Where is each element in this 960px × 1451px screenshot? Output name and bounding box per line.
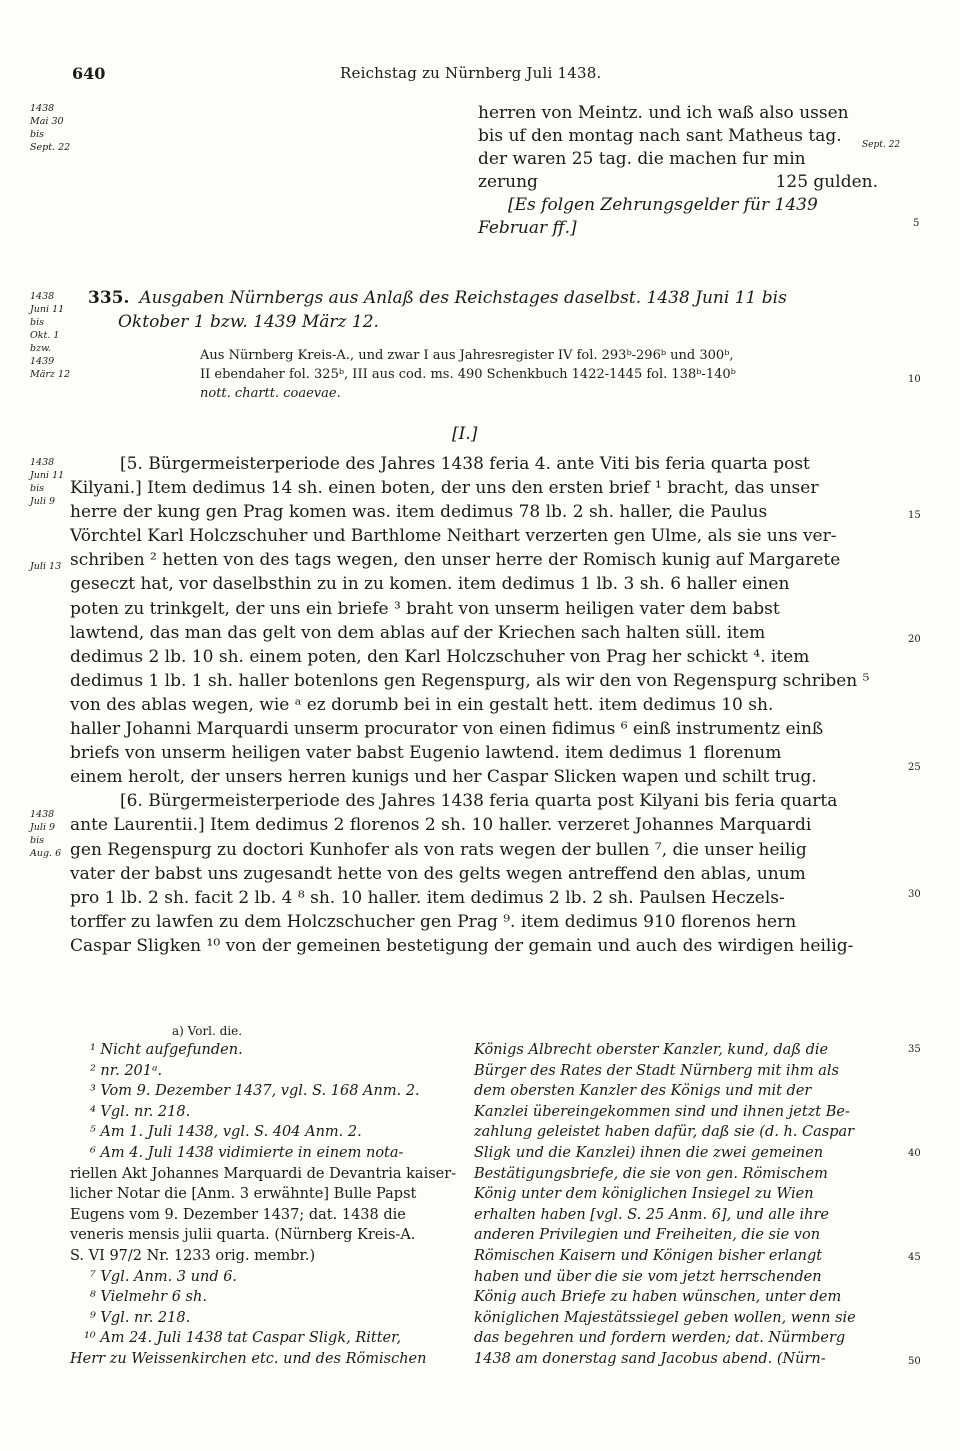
running-head: Reichstag zu Nürnberg Juli 1438. — [340, 64, 602, 82]
footnote-cont: Sligk und die Kanzlei) ihnen die zwei gemeinen — [474, 1144, 824, 1161]
footnote-cont: das begehren und fordern werden; dat. Nürmberg — [474, 1330, 846, 1347]
text-line: herre der kung gen Prag komen was. item dedimus 78 lb. 2 sh. haller, die Paulus — [70, 502, 768, 523]
text-line: schriben ² hetten von des tags wegen, den unser herre der Romisch kunig auf Margarete — [70, 550, 841, 571]
editorial-note: Februar ff.] — [478, 218, 577, 238]
footnote: ⁵ Am 1. Juli 1438, vgl. S. 404 Anm. 2. — [90, 1124, 362, 1141]
line-number: 20 — [908, 634, 921, 645]
footnote-cont: 1438 am donerstag sand Jacobus abend. (Nürn- — [474, 1350, 826, 1367]
text-line: ante Laurentii.] Item dedimus 2 florenos 2 sh. 10 haller. verzeret Johannes Marquardi — [70, 815, 812, 836]
source-line: Aus Nürnberg Kreis-A., und zwar I aus Jahresregister IV fol. 293ᵇ-296ᵇ und 300ᵇ, — [200, 348, 734, 363]
footnote-cont: König auch Briefe zu haben wünschen, unter dem — [474, 1289, 842, 1306]
text-line: vater der babst uns zugesandt hette von des gelts wegen antreffend den ablas, unum — [70, 863, 806, 884]
source-note — [200, 346, 890, 403]
line-number: 40 — [908, 1148, 921, 1159]
footnote: ⁶ Am 4. Juli 1438 vidimierte in einem nota- — [90, 1144, 404, 1161]
footnote-cont: dem obersten Kanzler des Königs und mit der — [474, 1083, 812, 1100]
text-line: zerung 125 gulden. — [478, 172, 878, 192]
text-line: geseczt hat, vor daselbsthin zu in zu komen. item dedimus 1 lb. 3 sh. 6 haller einen — [70, 574, 790, 595]
page-number: 640 — [72, 64, 106, 83]
footnote-cont: Kanzlei übereingekommen sind und ihnen jetzt Be- — [474, 1103, 850, 1120]
source-line: nott. chartt. coaevae. — [200, 386, 341, 401]
text-line: bis uf den montag nach sant Matheus tag. — [478, 126, 842, 146]
text-line: dedimus 2 lb. 10 sh. einem poten, den Karl Holczschuher von Prag her schickt ⁴. item — [70, 646, 810, 667]
footnote: ⁴ Vgl. nr. 218. — [90, 1103, 191, 1120]
text-line: Kilyani.] Item dedimus 14 sh. einen boten, der uns den ersten brief ¹ bracht, das unser — [70, 478, 819, 499]
text-line: von des ablas wegen, wie ᵃ ez dorumb bei in ein gestalt hett. item dedimus 10 sh. — [70, 694, 774, 715]
footnote: ⁷ Vgl. Anm. 3 und 6. — [90, 1268, 238, 1285]
footnote-cont: erhalten haben [vgl. S. 25 Anm. 6], und alle ihre — [474, 1206, 830, 1223]
text-line: dedimus 1 lb. 1 sh. haller botenlons gen Regenspurg, als wir den von Regenspurg schriben ⁵ — [70, 670, 870, 691]
margin-date-e: 1438 Juli 9 bis Aug. 6 — [30, 809, 62, 859]
line-number: 25 — [908, 762, 921, 773]
footnote: ¹ Nicht aufgefunden. — [90, 1042, 243, 1058]
continuation-block — [478, 102, 878, 240]
line-number: 10 — [908, 374, 921, 385]
text-line: pro 1 lb. 2 sh. facit 2 lb. 4 ⁸ sh. 10 haller. item dedimus 2 lb. 2 sh. Paulsen Heczels- — [70, 887, 785, 908]
margin-date-b: 1438 Juni 11 bis Okt. 1 bzw. 1439 März 12 — [30, 291, 71, 380]
footnote: ¹⁰ Am 24. Juli 1438 tat Caspar Sligk, Ritter, — [84, 1330, 402, 1347]
margin-date-d: Juli 13 — [30, 561, 62, 572]
entry-title-cont: Oktober 1 bzw. 1439 März 12. — [118, 312, 379, 332]
footnote-cont: veneris mensis julii quarta. (Nürnberg Kreis-A. — [70, 1227, 416, 1244]
footnote-cont: königlichen Majestätssiegel geben wollen, wenn sie — [474, 1309, 856, 1326]
footnote-cont: haben und über die sie vom jetzt herrschenden — [474, 1268, 822, 1285]
margin-date-a: 1438 Mai 30 bis Sept. 22 — [30, 103, 71, 153]
footnote-cont: riellen Akt Johannes Marquardi de Devantria kaiser- — [70, 1165, 457, 1182]
line-number: 5 — [913, 218, 920, 229]
text-line: Caspar Sligken ¹⁰ von der gemeinen bestetigung der gemain und auch des wirdigen heilig- — [70, 935, 854, 956]
footnote-cont: anderen Privilegien und Freiheiten, die sie von — [474, 1227, 821, 1244]
entry-heading — [88, 286, 858, 334]
line-number: 45 — [908, 1252, 921, 1263]
footnote: ⁸ Vielmehr 6 sh. — [90, 1289, 207, 1306]
section-mark: [I.] — [452, 424, 478, 444]
entry-number: 335. — [88, 288, 130, 308]
line-number: 30 — [908, 889, 921, 900]
footnote: ² nr. 201ᵃ. — [90, 1062, 163, 1079]
footnote-cont: Herr zu Weissenkirchen etc. und des Römischen — [70, 1350, 427, 1367]
text-line: haller Johanni Marquardi unserm procurator von einen fidimus ⁶ einß instrumentz einß — [70, 719, 824, 740]
footnote-cont: Bürger des Rates der Stadt Nürnberg mit ihm als — [474, 1062, 839, 1079]
footnotes-left — [70, 1040, 457, 1370]
editorial-note: [Es folgen Zehrungsgelder für 1439 — [508, 195, 818, 215]
margin-date-sept22: Sept. 22 — [862, 140, 901, 150]
footnote-a: a) Vorl. die. — [172, 1024, 243, 1038]
footnote-cont: Römischen Kaisern und Königen bisher erlangt — [474, 1247, 823, 1264]
footnote-cont: König unter dem königlichen Insiegel zu Wien — [474, 1186, 814, 1203]
text-line: [6. Bürgermeisterperiode des Jahres 1438 feria quarta post Kilyani bis feria quarta — [120, 791, 838, 812]
text-line: der waren 25 tag. die machen fur min — [478, 149, 806, 169]
footnote-cont: Eugens vom 9. Dezember 1437; dat. 1438 die — [70, 1206, 406, 1223]
footnote-cont: licher Notar die [Anm. 3 erwähnte] Bulle Papst — [70, 1186, 417, 1203]
footnote: ⁹ Vgl. nr. 218. — [90, 1309, 191, 1326]
line-number: 15 — [908, 510, 921, 521]
text-line: gen Regenspurg zu doctori Kunhofer als von rats wegen der bullen ⁷, die unser heilig — [70, 839, 807, 860]
text-line: einem herolt, der unsers herren kunigs und her Caspar Slicken wapen und schilt trug. — [70, 767, 817, 788]
main-text — [70, 452, 870, 958]
margin-date-c: 1438 Juni 11 bis Juli 9 — [30, 457, 65, 507]
line-number: 50 — [908, 1356, 921, 1367]
text-line: Vörchtel Karl Holczschuher und Barthlome Neithart verzerten gen Ulme, als sie uns ver- — [70, 526, 837, 547]
footnote-cont: S. VI 97/2 Nr. 1233 orig. membr.) — [70, 1247, 316, 1264]
footnote-cont: Bestätigungsbriefe, die sie von gen. Römischem — [474, 1165, 828, 1182]
footnote: ³ Vom 9. Dezember 1437, vgl. S. 168 Anm. 2. — [90, 1083, 420, 1100]
text-line: briefs von unserm heiligen vater babst Eugenio lawtend. item dedimus 1 florenum — [70, 743, 782, 764]
text-line: torffer zu lawfen zu dem Holczschucher gen Prag ⁹. item dedimus 910 florenos hern — [70, 911, 797, 932]
text-line: lawtend, das man das gelt von dem ablas auf der Kriechen sach halten süll. item — [70, 622, 766, 643]
footnotes-right — [474, 1040, 859, 1370]
line-number: 35 — [908, 1044, 921, 1055]
text-line: [5. Bürgermeisterperiode des Jahres 1438 feria 4. ante Viti bis feria quarta post — [120, 454, 810, 474]
text-line: poten zu trinkgelt, der uns ein briefe ³ braht von unserm heiligen vater dem babst — [70, 598, 780, 619]
source-line: II ebendaher fol. 325ᵇ, III aus cod. ms. 490 Schenkbuch 1422-1445 fol. 138ᵇ-140ᵇ — [200, 367, 736, 382]
entry-title: Ausgaben Nürnbergs aus Anlaß des Reichstages daselbst. 1438 Juni 11 bis — [139, 288, 787, 308]
footnote-cont: zahlung geleistet haben dafür, daß sie (d. h. Caspar — [474, 1124, 855, 1141]
footnote-cont: Königs Albrecht oberster Kanzler, kund, daß die — [474, 1042, 829, 1058]
text-line: herren von Meintz. und ich waß also ussen — [478, 103, 849, 123]
